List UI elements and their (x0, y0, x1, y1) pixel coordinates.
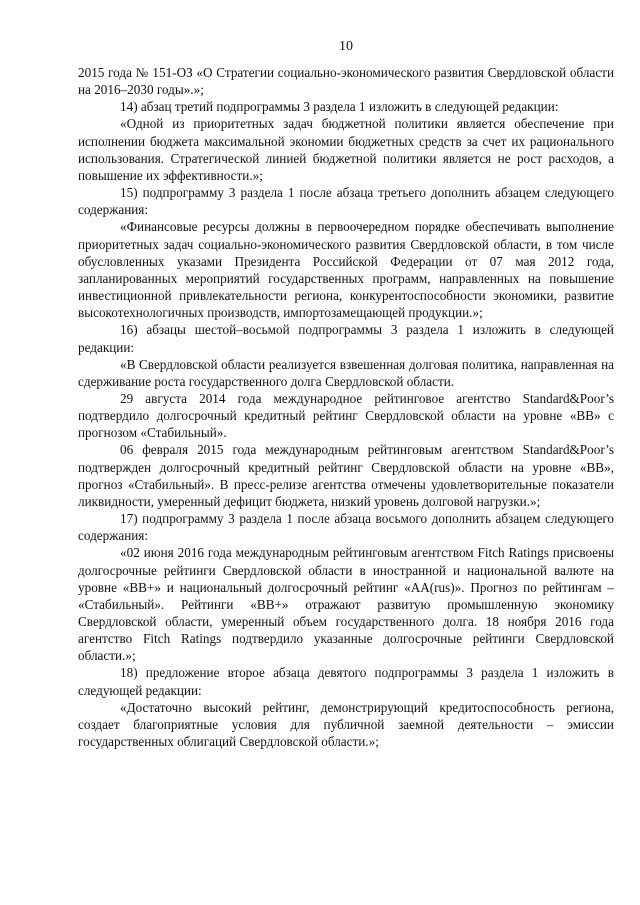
paragraph-debt-policy-quote: «В Свердловской области реализуется взвешенная долговая политика, направленная на сдерживание роста государственного долга Свердловской области. (78, 356, 614, 389)
paragraph-fitch-rating-quote: «02 июня 2016 года международным рейтинговым агентством Fitch Ratings присвоены долгосрочные рейтинги Свердловской области в иностранной и национальной валюте на уровне «BB+» и национальный долгосрочный рейтинг «AA(rus)». Прогноз по рейтингам – «Стабильный». Рейтинги «BB+» отражают развитую промышленную экономику Свердловской области, умеренный объем государственного долга. 18 ноября 2016 года агентство Fitch Ratings подтвердило указанные долгосрочные рейтинги Свердловской области.»; (78, 545, 614, 664)
paragraph-strategy-law-continuation: 2015 года № 151-ОЗ «О Стратегии социально-экономического развития Свердловской области на 2016–2030 годы».»; (78, 65, 614, 98)
paragraph-financial-resources-quote: «Финансовые ресурсы должны в первоочередном порядке обеспечивать выполнение приоритетных задач социально-экономического развития Свердловской области, в том числе обусловленных указами Президента Российской Федерации от 07 мая 2012 года, запланированных мероприятий государственных программ, направленных на повышение инвестиционной привлекательности региона, конкурентоспособности экономики, развитие высокотехнологичных производств, импортозамещающей продукции.»; (78, 219, 614, 321)
paragraph-item-17: 17) подпрограмму 3 раздела 1 после абзаца восьмого дополнить абзацем следующего содержания: (78, 511, 614, 544)
document-page (78, 38, 614, 750)
paragraph-item-18: 18) предложение второе абзаца девятого подпрограммы 3 раздела 1 изложить в следующей редакции: (78, 665, 614, 698)
paragraph-sp-rating-2015: 06 февраля 2015 года международным рейтинговым агентством Standard&Poor’s подтвержден долгосрочный кредитный рейтинг Свердловской области на уровне «BB», прогноз «Стабильный». В пресс-релизе агентства отмечены удовлетворительные показатели ликвидности, умеренный дефицит бюджета, низкий уровень долговой нагрузки.»; (78, 442, 614, 509)
paragraph-sp-rating-2014: 29 августа 2014 года международное рейтинговое агентство Standard&Poor’s подтвердило долгосрочный кредитный рейтинг Свердловской области на уровне «BB» с прогнозом «Стабильный». (78, 390, 614, 441)
paragraph-item-14: 14) абзац третий подпрограммы 3 раздела 1 изложить в следующей редакции: (120, 99, 559, 115)
page-number: 10 (339, 39, 353, 54)
paragraph-item-16: 16) абзацы шестой–восьмой подпрограммы 3 раздела 1 изложить в следующей редакции: (78, 322, 614, 355)
paragraph-item-15: 15) подпрограмму 3 раздела 1 после абзаца третьего дополнить абзацем следующего содержания: (78, 185, 614, 218)
paragraph-credit-rating-quote: «Достаточно высокий рейтинг, демонстрирующий кредитоспособность региона, создает благоприятные условия для публичной заемной деятельности – эмиссии государственных облигаций Свердловской области.»; (78, 699, 614, 750)
paragraph-budget-policy-quote: «Одной из приоритетных задач бюджетной политики является обеспечение при исполнении бюджета максимальной экономии бюджетных средств за счет их рационального использования. Стратегической линией бюджетной политики является не рост расходов, а повышение их эффективности.»; (78, 116, 614, 183)
